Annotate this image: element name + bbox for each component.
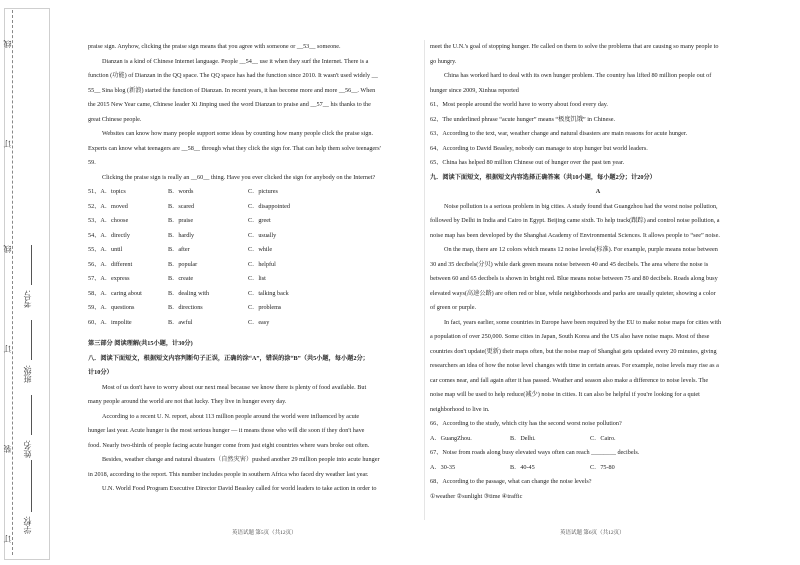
option-row xyxy=(88,200,418,215)
option-row xyxy=(88,243,418,258)
question: 68、According to the passage, what can change the noise levels? xyxy=(430,478,592,485)
exam-no-field-line[interactable] xyxy=(31,245,32,285)
option[interactable]: B．40-45 xyxy=(510,463,535,471)
section-heading: 计10分） xyxy=(88,369,113,376)
text-line: In fact, years earlier, some countries in Europe have been required by the EU to make noise maps for cities with xyxy=(444,318,722,326)
text-line: researchers an idea of how the noise level changes with time in certain areas. For example, noise levels may rise as a xyxy=(430,362,719,369)
text-line: great Chinese people. xyxy=(88,115,142,123)
column-divider xyxy=(424,40,425,520)
option[interactable]: C．Cairo. xyxy=(590,434,616,442)
text-line: Clicking the praise sign is really an __60__ thing. Have you ever clicked the sign for anybody on the Internet? xyxy=(102,173,376,181)
option-row xyxy=(430,432,766,447)
question: 66、According to the study, which city has the second worst noise pollution? xyxy=(430,420,622,427)
option[interactable]: 57、A．express xyxy=(88,275,130,282)
text-line: U.N. World Food Program Executive Director David Beasley called for world leaders to take action in order to xyxy=(102,485,377,492)
text-line: followed by Delhi in India and Cairo in Egypt. Beijing came sixth. To help track(跟踪) and control noise pollution, a xyxy=(430,217,720,224)
binding-border xyxy=(4,8,50,560)
option-row xyxy=(88,287,418,302)
right-column xyxy=(430,40,766,504)
option-list: ①weather ②sunlight ③time ④traffic xyxy=(430,492,523,500)
text-line: 30 and 35 decibels(分贝) while dark green means noise between 40 and 45 decibels. The area where the noise is xyxy=(430,260,709,268)
school-field-label: 学校: xyxy=(23,516,32,535)
text-line: Experts can know what teenagers are __58__ through what they click the sign for. That can help them solve teenagers' xyxy=(88,144,381,152)
question: 64、According to David Beasley, nobody can manage to stop hunger but world leaders. xyxy=(430,144,648,152)
text-line: noise map has been developed by the Shanghai Academy of Environmental Sciences. It allows people to “see” noise. xyxy=(430,231,720,239)
binding-label: 线 xyxy=(3,245,12,253)
text-line: countries don't update(更新) their maps often, but the noise map of Shanghai gets updated every 20 minutes, giving xyxy=(430,347,717,355)
option[interactable]: 56、A．different xyxy=(88,260,133,268)
page-footer: 英语试题 第5页（共12页） xyxy=(232,530,297,536)
text-line: Dianzan is a kind of Chinese Internet language. People __54__ use it when they surf the Internet. There is a xyxy=(102,57,369,65)
text-line: hunger since 2009, Xinhua reported xyxy=(430,86,519,94)
text-line: car comes near, and fall again after it has passed. Weather and season also make a difference to noise levels. The xyxy=(430,376,709,384)
text-line: 59. xyxy=(88,159,96,166)
option[interactable]: B．hardly xyxy=(168,231,195,239)
option[interactable]: C．greet xyxy=(248,217,271,224)
question: 62、The underlined phrase “acute hunger” means “极度饥饿” in Chinese. xyxy=(430,115,616,123)
text-line: many people around the world are not that lucky. They live in hunger every day. xyxy=(88,398,287,405)
options-list xyxy=(88,185,418,330)
text-line: go hungry. xyxy=(430,57,457,65)
text-line: According to a recent U. N. report, about 113 million people around the world were influenced by acute xyxy=(102,412,360,420)
name-field-line[interactable] xyxy=(31,395,32,435)
option[interactable]: B．awful xyxy=(168,318,193,326)
part-heading: 第三部分 阅读理解(共15小题，计30分) xyxy=(88,340,193,347)
left-column xyxy=(88,40,418,497)
option[interactable]: C．disappointed xyxy=(248,202,290,210)
text-line: hunger last year. Acute hunger is the most serious hunger — it means those who will die soon if they don't have xyxy=(88,427,365,434)
binding-strip xyxy=(0,0,52,565)
text-line: in 2018, according to the report. This number includes people in southern Africa who faced dry weather last year. xyxy=(88,470,369,478)
text-line: Most of us don't have to worry about our next meal because we know there is plenty of food available. But xyxy=(102,383,367,391)
option-row xyxy=(88,272,418,287)
exam-no-field-label: 考号: xyxy=(23,290,32,309)
text-line: function (功能) of Dianzan in the QQ space. The QQ space has had the function since 2010. It wasn't used widely __ xyxy=(88,72,378,79)
option[interactable]: 60、A．impolite xyxy=(88,318,132,326)
binding-label: 订 xyxy=(3,535,12,543)
text-line: a population of over 250,000. Some cities in Japan, South Korea and the US also have noise maps. Most of these xyxy=(430,333,710,340)
option[interactable]: B．praise xyxy=(168,217,194,224)
section-heading: 八．阅读下面短文，根据短文内容判断句子正误，正确的涂“A”，错误的涂“B”（共5小题，每小题2分； xyxy=(88,354,369,362)
option[interactable]: B．after xyxy=(168,246,190,253)
option[interactable]: 58、A．caring about xyxy=(88,289,142,297)
name-field-label: 姓名: xyxy=(23,440,32,459)
class-field-line[interactable] xyxy=(31,320,32,360)
section-heading: 九．阅读下面短文，根据短文内容选择正确答案（共10小题，每小题2分；计20分） xyxy=(430,173,656,181)
text-line: neighborhood to live in. xyxy=(430,405,490,413)
text-line: elevated ways(高速公路) are often red or blue, while neighborhoods and parks are usually quieter, showing a color xyxy=(430,289,716,297)
binding-label: 装 xyxy=(3,445,12,453)
option-row xyxy=(430,461,766,476)
page-footer: 英语试题 第6页（共12页） xyxy=(560,530,625,536)
text-line: 55__ Sina blog (新浪) started the function of Dianzan. In recent years, it has become more and more __56__. When xyxy=(88,86,376,94)
text-line: the 2015 New Year came, Chinese leader Xi Jinping used the word Dianzan to praise and __57__ his thanks to the xyxy=(88,101,371,108)
option[interactable]: 54、A．directly xyxy=(88,231,130,239)
option[interactable]: B．popular xyxy=(168,260,198,268)
option-row xyxy=(88,214,418,229)
text-line: meet the U.N.'s goal of stopping hunger. He called on them to solve the problems that are causing so many people to xyxy=(430,43,719,50)
question: 65、China has helped 80 million Chinese out of hunger over the past ten year. xyxy=(430,159,625,166)
option[interactable]: 52、A．moved xyxy=(88,202,128,210)
binding-label: 订 xyxy=(3,140,12,148)
option[interactable]: A．GuangZhou. xyxy=(430,434,472,442)
text-line: praise sign. Anyhow, clicking the praise sign means that you agree with someone or __53__ someone. xyxy=(88,43,341,50)
text-line: On the map, there are 12 colors which means 12 noise levels(标准). For example, purple means noise between xyxy=(444,246,718,253)
text-line: food. Nearly two-thirds of people facing acute hunger come from just eight countries where wars broke out often. xyxy=(88,441,370,449)
question: 61、Most people around the world have to worry about food every day. xyxy=(430,101,608,108)
option[interactable]: C．talking back xyxy=(248,289,289,297)
binding-label: 订 xyxy=(3,345,12,353)
option-row xyxy=(88,185,418,200)
question: 63、According to the text, war, weather change and natural disasters are main reasons for acute hunger. xyxy=(430,130,688,137)
cut-line xyxy=(12,10,13,555)
option[interactable]: B．words xyxy=(168,188,194,195)
option[interactable]: C．problems xyxy=(248,304,282,311)
option[interactable]: B．dealing with xyxy=(168,289,210,297)
option[interactable]: C．helpful xyxy=(248,260,276,268)
option[interactable]: C．75-80 xyxy=(590,463,615,471)
text-line: noise map will be used to help reduce(减少) noise in cities. It can also be helpful if you're looking for a quiet xyxy=(430,391,700,398)
option[interactable]: B．scared xyxy=(168,202,195,210)
binding-label: 线 xyxy=(3,40,12,48)
class-field-label: 班级: xyxy=(23,365,32,384)
option[interactable]: C．list xyxy=(248,275,266,282)
text-line: Websites can know how many people support some ideas by counting how many people click the praise sign. xyxy=(102,130,374,137)
text-line: Noise pollution is a serious problem in big cities. A study found that Guangzhou had the worst noise pollution, xyxy=(444,202,718,210)
school-field-line[interactable] xyxy=(31,460,32,512)
question: 67、Noise from roads along busy elevated ways often can reach ________ decibels. xyxy=(430,449,640,456)
option[interactable]: 53、A．choose xyxy=(88,217,129,224)
option-row xyxy=(88,316,418,331)
passage-heading: A xyxy=(595,188,601,195)
option[interactable]: A．30-35 xyxy=(430,463,456,471)
option[interactable]: B．directions xyxy=(168,304,203,311)
text-line: Besides, weather change and natural disasters（自然灾害）pushed another 29 million people into acute hunger xyxy=(102,456,380,463)
option-row xyxy=(88,258,418,273)
option[interactable]: B．create xyxy=(168,275,194,282)
option-row xyxy=(88,229,418,244)
option[interactable]: C．while xyxy=(248,246,273,253)
text-line: China has worked hard to deal with its own hunger problem. The country has lifted 80 million people out of xyxy=(444,72,712,79)
text-line: between 60 and 65 decibels is shown in bright red. Blue means noise between 75 and 80 decibels. Roads along busy xyxy=(430,275,718,282)
option[interactable]: C．easy xyxy=(248,318,270,326)
option[interactable]: 55、A．until xyxy=(88,246,123,253)
option[interactable]: C．pictures xyxy=(248,188,278,195)
option[interactable]: B．Delhi. xyxy=(510,434,536,442)
option-row xyxy=(88,301,418,316)
text-line: of green or purple. xyxy=(430,304,477,311)
option[interactable]: 59、A．questions xyxy=(88,304,135,311)
option[interactable]: C．usually xyxy=(248,231,277,239)
option[interactable]: 51、A．topics xyxy=(88,188,126,195)
